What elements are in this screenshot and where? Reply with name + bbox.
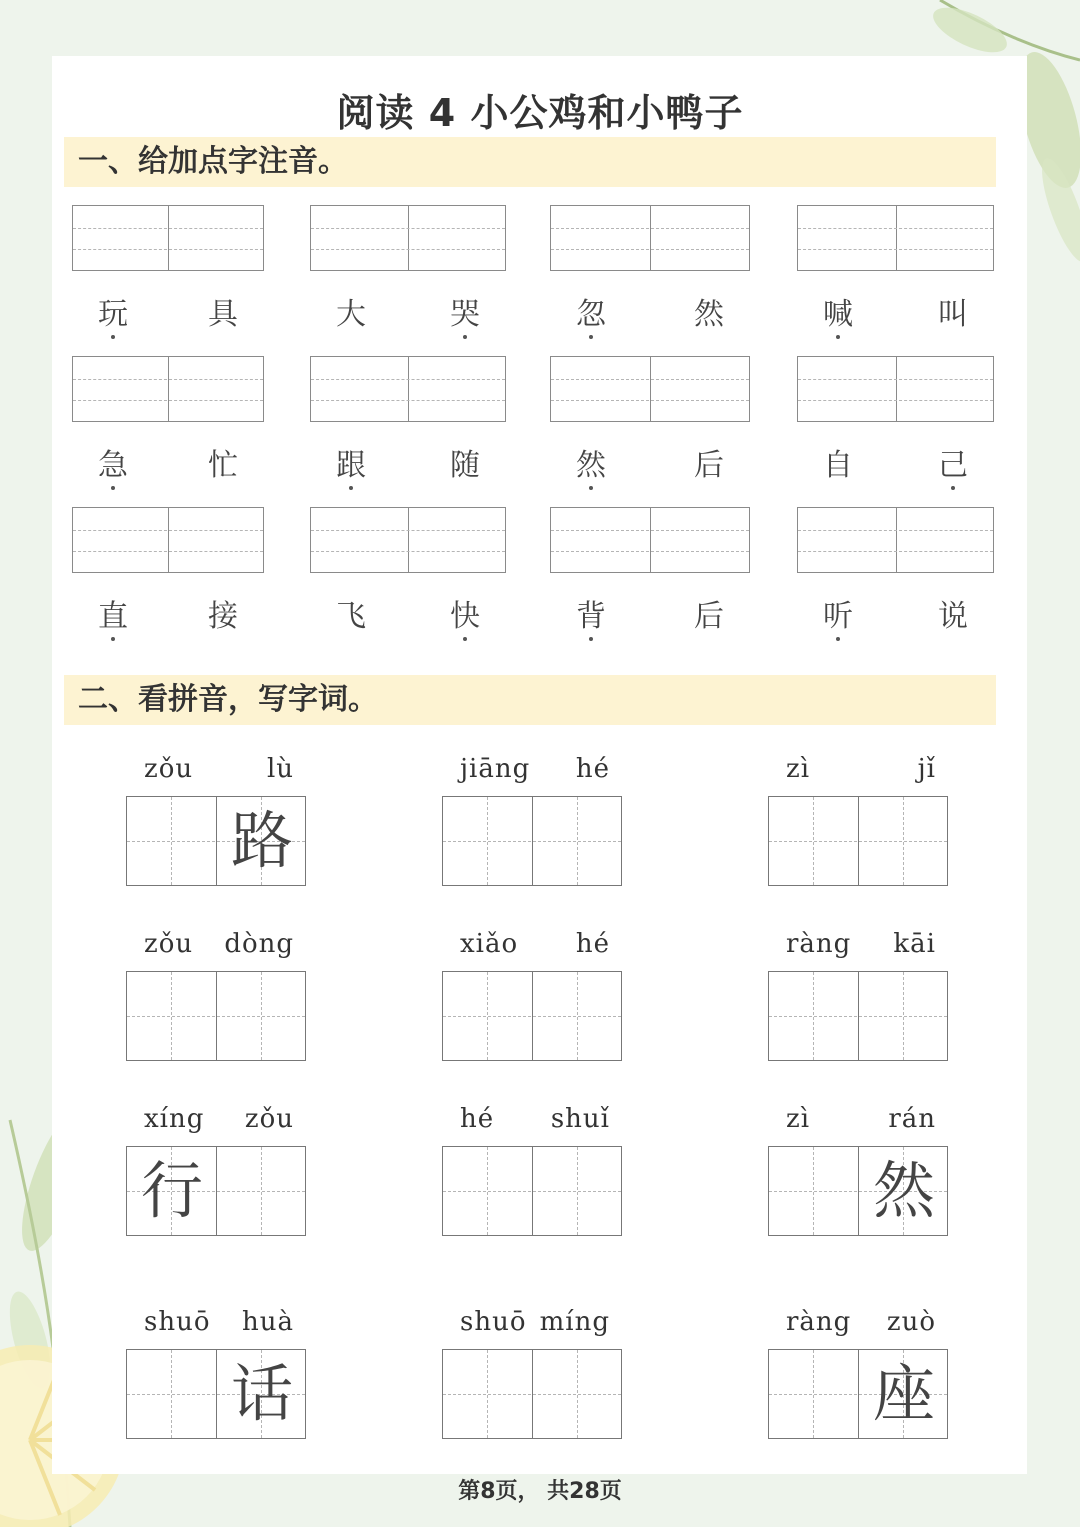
character: 听 xyxy=(823,591,853,635)
pinyin-syllable: zì xyxy=(786,754,811,784)
word-characters xyxy=(336,591,480,635)
word-characters xyxy=(98,289,238,333)
pinyin-syllable: lù xyxy=(266,754,294,784)
character: 然 xyxy=(576,440,606,484)
character: 飞 xyxy=(336,599,366,634)
word-characters xyxy=(576,440,724,484)
character: 喊 xyxy=(823,289,853,333)
character: 后 xyxy=(694,599,724,634)
character-writing-grid[interactable] xyxy=(126,971,306,1061)
character: 己 xyxy=(938,440,968,484)
pinyin-syllable: zǒu xyxy=(144,754,194,784)
sample-character: 行 xyxy=(140,1154,203,1227)
character-writing-grid[interactable] xyxy=(442,796,622,886)
pinyin-prompt xyxy=(144,1307,294,1337)
pinyin-prompt xyxy=(144,929,294,959)
pinyin-syllable: rán xyxy=(888,1104,936,1134)
pinyin-syllable: ràng xyxy=(786,1307,852,1337)
pinyin-syllable: zuò xyxy=(886,1307,936,1337)
sample-character: 座 xyxy=(872,1357,935,1430)
pinyin-prompt xyxy=(144,754,294,784)
pinyin-prompt xyxy=(786,1307,936,1337)
pinyin-writing-box[interactable] xyxy=(797,507,994,573)
pinyin-syllable: jiāng xyxy=(460,754,531,784)
character: 急 xyxy=(98,440,128,484)
word-characters xyxy=(98,440,238,484)
pinyin-prompt xyxy=(460,929,610,959)
character: 快 xyxy=(450,591,480,635)
character-writing-grid[interactable] xyxy=(442,1146,622,1236)
pinyin-syllable: shuō xyxy=(144,1307,211,1337)
pinyin-writing-box[interactable] xyxy=(310,356,506,422)
pinyin-syllable: xíng xyxy=(144,1104,205,1134)
character: 后 xyxy=(694,448,724,483)
pinyin-writing-box[interactable] xyxy=(72,507,264,573)
character-writing-grid[interactable] xyxy=(768,971,948,1061)
word-characters xyxy=(98,591,238,635)
character: 自 xyxy=(823,448,853,483)
pinyin-writing-box[interactable] xyxy=(797,205,994,271)
pinyin-writing-box[interactable] xyxy=(310,507,506,573)
character: 接 xyxy=(208,599,238,634)
character: 忽 xyxy=(576,289,606,333)
character: 玩 xyxy=(98,289,128,333)
word-characters xyxy=(576,289,724,333)
sample-character: 路 xyxy=(230,804,293,877)
character: 哭 xyxy=(450,289,480,333)
character: 然 xyxy=(694,297,724,332)
pinyin-syllable: hé xyxy=(575,754,610,784)
page-title: 阅读 4 小公鸡和小鸭子 xyxy=(336,91,744,135)
character: 大 xyxy=(336,297,366,332)
pinyin-writing-box[interactable] xyxy=(72,205,264,271)
pinyin-syllable: zǒu xyxy=(144,929,194,959)
pinyin-syllable: shuō xyxy=(460,1307,527,1337)
pinyin-syllable: míng xyxy=(539,1307,610,1337)
page-footer: 第8页， 共28页 xyxy=(458,1479,622,1504)
character: 背 xyxy=(576,591,606,635)
pinyin-prompt xyxy=(786,754,936,784)
pinyin-writing-box[interactable] xyxy=(72,356,264,422)
section2-heading: 二、看拼音，写字词。 xyxy=(64,675,996,725)
pinyin-writing-box[interactable] xyxy=(550,205,750,271)
character-writing-grid[interactable] xyxy=(126,1146,306,1236)
pinyin-syllable: hé xyxy=(460,1104,495,1134)
pinyin-writing-box[interactable] xyxy=(550,356,750,422)
pinyin-syllable: zì xyxy=(786,1104,811,1134)
character-writing-grid[interactable] xyxy=(126,1349,306,1439)
character-writing-grid[interactable] xyxy=(768,1349,948,1439)
pinyin-writing-box[interactable] xyxy=(550,507,750,573)
pinyin-syllable: ràng xyxy=(786,929,852,959)
section1-heading: 一、给加点字注音。 xyxy=(64,137,996,187)
character-writing-grid[interactable] xyxy=(442,971,622,1061)
pinyin-syllable: zǒu xyxy=(244,1104,294,1134)
pinyin-prompt xyxy=(786,1104,936,1134)
pinyin-syllable: dòng xyxy=(224,929,294,959)
word-characters xyxy=(823,591,968,635)
character-writing-grid[interactable] xyxy=(442,1349,622,1439)
pinyin-syllable: huà xyxy=(242,1307,294,1337)
pinyin-writing-box[interactable] xyxy=(310,205,506,271)
pinyin-writing-box[interactable] xyxy=(797,356,994,422)
pinyin-prompt xyxy=(460,1104,610,1134)
pinyin-syllable: xiǎo xyxy=(460,929,519,959)
character-writing-grid[interactable] xyxy=(126,796,306,886)
word-characters xyxy=(823,440,968,484)
pinyin-syllable: hé xyxy=(575,929,610,959)
pinyin-syllable: jǐ xyxy=(917,754,936,784)
character-writing-grid[interactable] xyxy=(768,796,948,886)
word-characters xyxy=(576,591,724,635)
word-characters xyxy=(823,289,968,333)
pinyin-syllable: shuǐ xyxy=(550,1104,610,1134)
character: 说 xyxy=(938,599,968,634)
character: 跟 xyxy=(336,440,366,484)
character: 随 xyxy=(450,448,480,483)
pinyin-prompt xyxy=(460,754,610,784)
character-writing-grid[interactable] xyxy=(768,1146,948,1236)
pinyin-syllable: kāi xyxy=(893,929,936,959)
sample-character: 话 xyxy=(230,1357,293,1430)
character: 忙 xyxy=(208,448,238,483)
character: 叫 xyxy=(938,297,968,332)
word-characters xyxy=(336,440,480,484)
word-characters xyxy=(336,289,480,333)
pinyin-prompt xyxy=(460,1307,610,1337)
sample-character: 然 xyxy=(872,1154,935,1227)
character: 直 xyxy=(98,591,128,635)
character: 具 xyxy=(208,297,238,332)
pinyin-prompt xyxy=(144,1104,294,1134)
pinyin-prompt xyxy=(786,929,936,959)
